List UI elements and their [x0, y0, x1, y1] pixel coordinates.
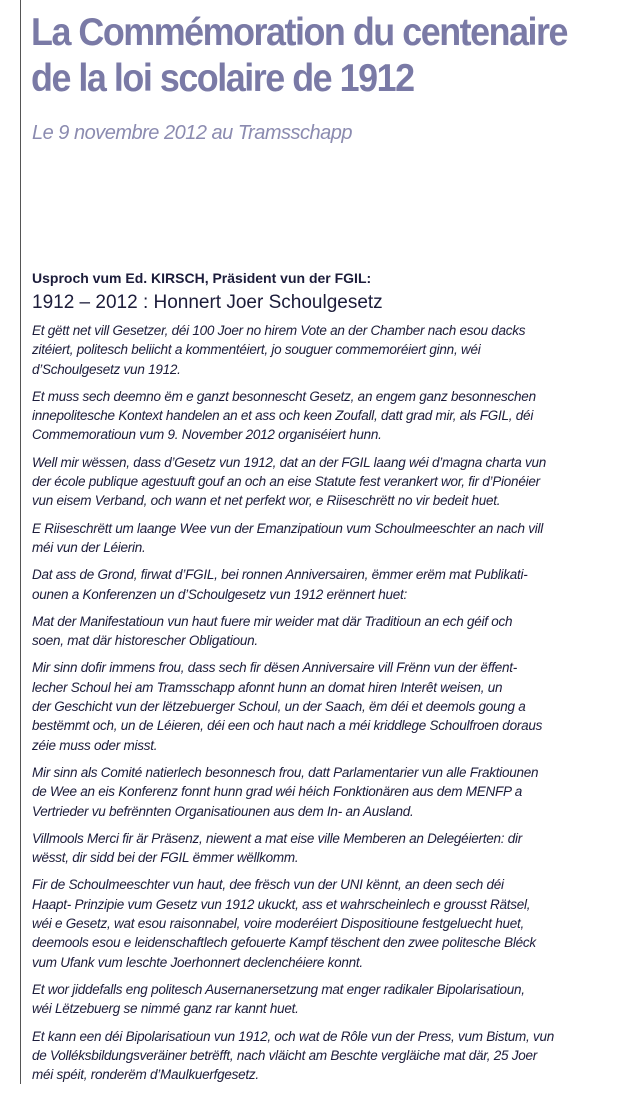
paragraph: Fir de Schoulmeeschter vun haut, dee frësch vun der UNI kënnt, an deen sech déi Haapt- Prinzipie vum Gesetz vun 1912 ukuckt, ass et wahrscheinlech e grousst Rätsel, wéi e Gesetz, wat esou raisonnabel, voire moderéiert Dispositioune festgeluecht huet, deemools esou e leidenschaftlech gefouerte Kampf tëschent den zwee politesche Bléck vum Ufank vum leschte Joerhonnert declenchéiere konnt.	[32, 877, 536, 970]
paragraph: Et gëtt net vill Gesetzer, déi 100 Joer no hirem Vote an der Chamber nach esou dacks zitéiert, politesch beliicht a kommentéiert, jo souguer commemoréiert ginn, wéi d’Schoulgesetz vun 1912.	[32, 323, 526, 377]
paragraph: Mir sinn als Comité natierlech besonnesch frou, datt Parlamentarier vun alle Fraktiounen de Wee an eis Konferenz fonnt hunn grad wéi héich Fonktionären aus dem MENFP a Vertrieder vu befrënnten Organisatiounen aus dem In- an Ausland.	[32, 764, 539, 819]
paragraph: Dat ass de Grond, firwat d’FGIL, bei ronnen Anniversairen, ëmmer erëm mat Publikati- ounen a Konferenzen un d’Schoulgesetz vun 1912 erënnert huet:	[32, 567, 528, 602]
speaker-line: Usproch vum Ed. KIRSCH, Präsident vun der FGIL:	[32, 270, 372, 286]
paragraph: E Riiseschrëtt um laange Wee vun der Emanzipatioun vum Schoulmeeschter an nach vill méi vun der Léierin.	[32, 520, 544, 555]
left-margin-rule	[20, 0, 21, 1084]
article-subtitle: Le 9 novembre 2012 au Tramsschapp	[32, 122, 352, 144]
paragraph: Mir sinn dofir immens frou, dass sech fir dësen Anniversaire vill Frënn vun der ëffent- lecher Schoul hei am Tramsschapp afonnt hunn an domat hiren Interêt weisen, un der Geschicht vun der lëtzebuerger Schoul, un der Saach, ëm déi et deemols goung a bestëmmt och, un de Léieren, déi een och haut nach a méi kriddlege Schoulfroen doraus zéie muss oder misst.	[32, 660, 543, 753]
paragraph: Villmools Merci fir är Präsenz, niewent a mat eise ville Memberen an Delegéierten: dir wësst, dir sidd bei der FGIL ëmmer wëllkomm.	[32, 830, 522, 866]
paragraph: Et wor jiddefalls eng politesch Ausernanersetzung mat enger radikaler Bipolarisatioun, wéi Lëtzebuerg se nimmé ganz rar kannt huet.	[32, 981, 525, 1017]
paragraph: Well mir wëssen, dass d’Gesetz vun 1912, dat an der FGIL laang wéi d’magna charta vun der école publique agestuuft gouf an och an eise Statute fest verankert wor, fir d’Pionéier vun eisem Verband, och wann et net perfekt wor, e Riiseschrëtt no vir bedeit huet.	[32, 454, 547, 509]
article-title: La Commémoration du centenaire de la loi scolaire de 1912	[31, 11, 568, 100]
speech-heading: 1912 – 2012 : Honnert Joer Schoulgesetz	[32, 292, 383, 313]
paragraph: Et muss sech deemno ëm e ganzt besonnescht Gesetz, an engem ganz besonneschen innepolitesche Kontext handelen an et ass och keen Zoufall, datt grad mir, als FGIL, déi Commemoratioun vum 9. November 2012 organiséiert hunn.	[32, 388, 536, 443]
speech-body	[32, 321, 602, 1092]
paragraph: Mat der Manifestatioun vun haut fuere mir weider mat där Traditioun an ech géif och soen, mat där historescher Obligatioun.	[32, 613, 513, 649]
paragraph: Et kann een déi Bipolarisatioun vun 1912, och wat de Rôle vun der Press, vum Bistum, vun de Volléksbildungsveräiner betrëfft, nach vläicht am Beschte vergläiche mat där, 25 Joer méi spéit, ronderëm d’Maulkuerfgesetz.	[32, 1028, 555, 1083]
